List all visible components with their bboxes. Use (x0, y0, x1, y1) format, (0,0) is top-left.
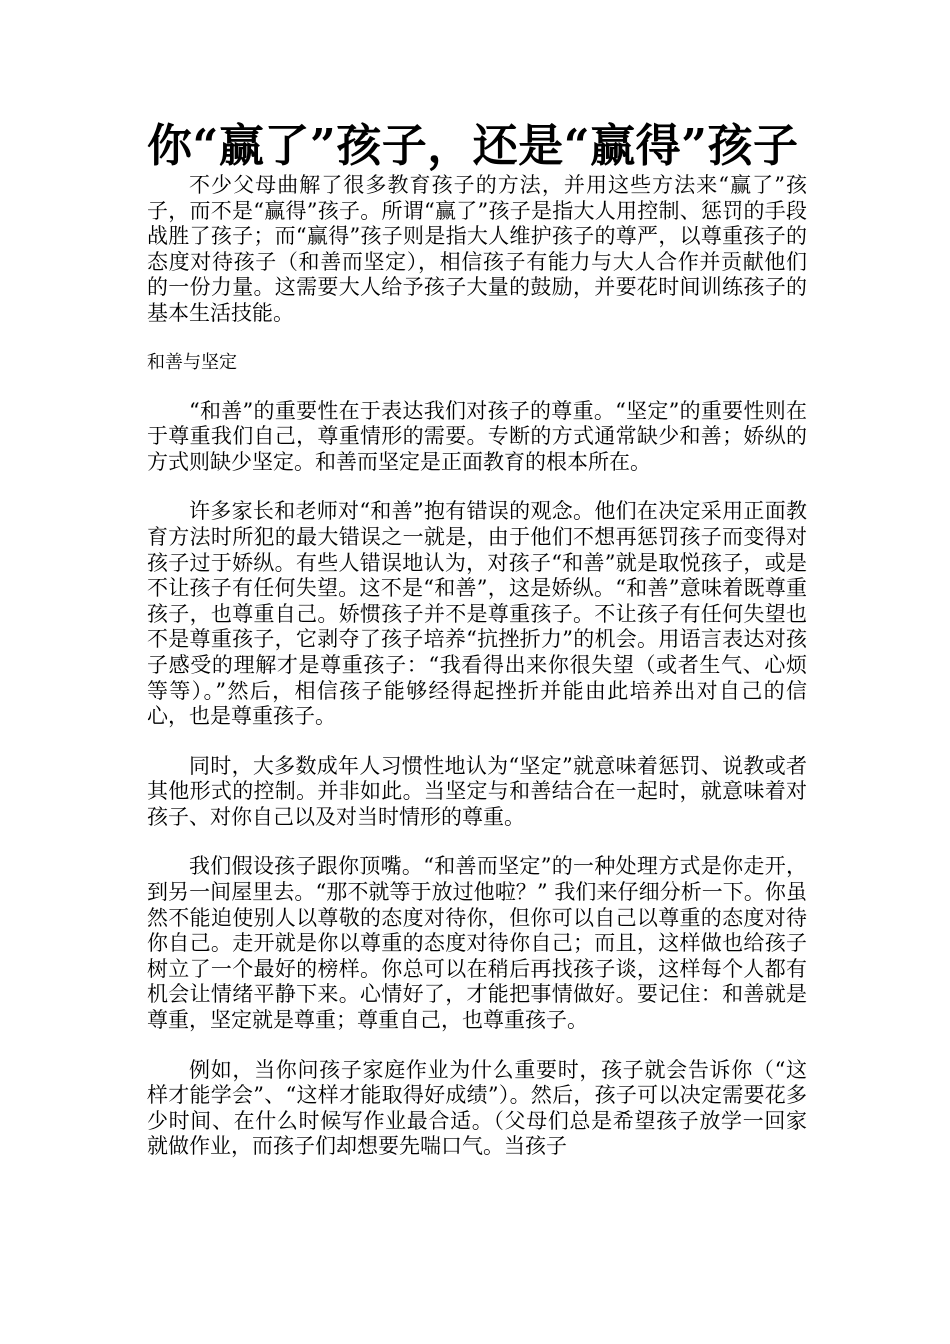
spacer (147, 375, 807, 399)
spacer (147, 830, 807, 854)
paragraph-homework-example: 例如，当你问孩子家庭作业为什么重要时，孩子就会告诉你（“这样才能学会”、“这样才能取得好成绩”）。然后，孩子可以决定需要花多少时间、在什么时候写作业最合适。（父母们总是希望孩子放学一回家就做作业，而孩子们却想要先喘口气。当孩子 (147, 1057, 807, 1159)
paragraph-talkback-example: 我们假设孩子跟你顶嘴。“和善而坚定”的一种处理方式是你走开，到另一间屋里去。“那不就等于放过他啦？” 我们来仔细分析一下。你虽然不能迫使别人以尊敬的态度对待你，但你可以自己以尊重的态度对待你自己。走开就是你以尊重的态度对待你自己；而且，这样做也给孩子树立了一个最好的榜样。你总可以在稍后再找孩子谈，这样每个人都有机会让情绪平静下来。心情好了，才能把事情做好。要记住：和善就是尊重，坚定就是尊重；尊重自己，也尊重孩子。 (147, 854, 807, 1033)
document-title: 你“赢了”孩子，还是“赢得”孩子 (147, 119, 799, 172)
section-heading: 和善与坚定 (147, 351, 237, 373)
spacer (147, 1034, 807, 1058)
paragraph-intro: 不少父母曲解了很多教育孩子的方法，并用这些方法来“赢了”孩子，而不是“赢得”孩子。所谓“赢了”孩子是指大人用控制、惩罚的手段战胜了孩子；而“赢得”孩子则是指大人维护孩子的尊严，以尊重孩子的态度对待孩子（和善而坚定），相信孩子有能力与大人合作并贡献他们的一份力量。这需要大人给予孩子大量的鼓励，并要花时间训练孩子的基本生活技能。 (147, 173, 807, 325)
paragraph-kind-firm: “和善”的重要性在于表达我们对孩子的尊重。“坚定”的重要性则在于尊重我们自己，尊重情形的需要。专断的方式通常缺少和善；娇纵的方式则缺少坚定。和善而坚定是正面教育的根本所在。 (147, 398, 807, 474)
document-page (147, 118, 807, 1160)
spacer (147, 475, 807, 499)
paragraph-firmness: 同时，大多数成年人习惯性地认为“坚定”就意味着惩罚、说教或者其他形式的控制。并非如此。当坚定与和善结合在一起时，就意味着对孩子、对你自己以及对当时情形的尊重。 (147, 753, 807, 829)
spacer (147, 730, 807, 754)
spacer (147, 327, 807, 351)
paragraph-kindness-misconception: 许多家长和老师对“和善”抱有错误的观念。他们在决定采用正面教育方法时所犯的最大错误之一就是，由于他们不想再惩罚孩子而变得对孩子过于娇纵。有些人错误地认为，对孩子“和善”就是取悦孩子，或是不让孩子有任何失望。这不是“和善”，这是娇纵。“和善”意味着既尊重孩子，也尊重自己。娇惯孩子并不是尊重孩子。不让孩子有任何失望也不是尊重孩子，它剥夺了孩子培养“抗挫折力”的机会。用语言表达对孩子感受的理解才是尊重孩子：“我看得出来你很失望（或者生气、心烦等等）。”然后，相信孩子能够经得起挫折并能由此培养出对自己的信心，也是尊重孩子。 (147, 499, 807, 729)
